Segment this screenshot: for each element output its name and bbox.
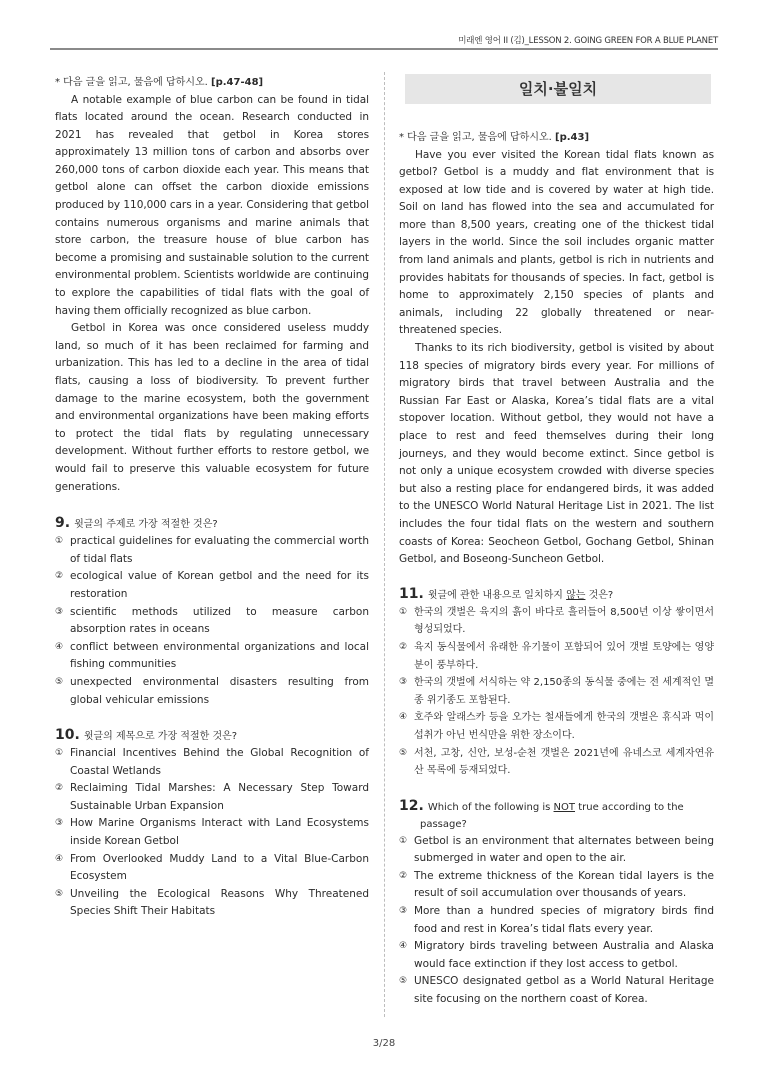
answer-option[interactable] — [55, 851, 369, 886]
option-marker: ④ — [399, 712, 408, 723]
option-marker: ④ — [55, 641, 64, 652]
option-text: 한국의 갯벌에 서식하는 약 2,150종의 동식물 중에는 전 세계적인 멸종 위기종도 포함된다. — [414, 677, 714, 706]
option-marker: ③ — [399, 677, 408, 688]
question-number: 9. — [55, 515, 71, 532]
answer-option[interactable] — [55, 568, 369, 603]
passage-paragraph: Getbol in Korea was once considered useless muddy land, so much of it has been reclaimed for farming and urbanization. This has led to a decline in the area of tidal flats, causing a loss of biodiversity. To prevent further damage to the marine ecosystem, both the government and environmental organizations have been making efforts to protect the tidal flats by regulating unnecessary development. Without further efforts to restore getbol, we would fail to preserve this valuable ecosystem for future generations. — [55, 322, 369, 493]
page-header-title: 미래엔 영어 II (김)_LESSON 2. GOING GREEN FOR A BLUE PLANET — [458, 36, 718, 46]
option-text: More than a hundred species of migratory birds find food and rest in Korea’s tidal flats every year. — [414, 905, 714, 935]
option-marker: ① — [55, 748, 64, 759]
question-text-post: 것은? — [585, 589, 614, 601]
option-text: ecological value of Korean getbol and the need for its restoration — [70, 570, 369, 600]
right-column — [399, 74, 714, 1009]
page-reference: [p.47-48] — [211, 77, 264, 88]
option-text: unexpected environmental disasters resulting from global vehicular emissions — [70, 675, 369, 706]
answer-option[interactable] — [399, 745, 714, 780]
question-12-title — [399, 798, 714, 833]
option-marker: ⑤ — [55, 676, 64, 687]
question-number: 12. — [399, 797, 424, 814]
option-marker: ③ — [399, 906, 408, 917]
answer-option[interactable] — [55, 815, 369, 850]
option-text: UNESCO designated getbol as a World Natural Heritage site focusing on the northern coast of Korea. — [414, 975, 714, 1006]
option-marker: ⑤ — [399, 976, 408, 987]
answer-option[interactable] — [55, 745, 369, 780]
option-text: Reclaiming Tidal Marshes: A Necessary Step Toward Sustainable Urban Expansion — [70, 782, 369, 812]
question-11-title — [399, 586, 714, 604]
page-number: 3/28 — [372, 1038, 396, 1049]
question-text-post: true according to the passage? — [420, 801, 684, 830]
option-text: How Marine Organisms Interact with Land Ecosystems inside Korean Getbol — [70, 817, 369, 848]
option-text: practical guidelines for evaluating the commercial worth of tidal flats — [70, 535, 369, 565]
answer-option[interactable] — [399, 833, 714, 868]
option-marker: ⑤ — [399, 747, 408, 758]
option-marker: ① — [399, 835, 408, 846]
answer-option[interactable] — [399, 674, 714, 709]
instruction — [55, 74, 369, 92]
question-text-underlined: NOT — [553, 801, 576, 813]
option-marker: ① — [399, 606, 408, 617]
option-text: Getbol is an environment that alternates between being submerged in water and open to the air. — [414, 834, 714, 865]
instruction-text: * 다음 글을 읽고, 물음에 답하시오. — [55, 77, 208, 88]
question-10-title — [55, 727, 369, 745]
option-text: Migratory birds traveling between Australia and Alaska would face extinction if they lost access to getbol. — [414, 940, 714, 970]
option-marker: ④ — [55, 853, 64, 864]
answer-option[interactable] — [399, 973, 714, 1008]
passage-paragraph: Have you ever visited the Korean tidal flats known as getbol? Getbol is a muddy and flat environment that is exposed at low tide and is covered by water at high tide. Soil on land has flowed into the sea and accumulated for more than 8,500 years, creating one of the thickest tidal layers in the world. Since the soil includes organic matter from land animals and plants, getbol is rich in nutrients and provides habitats for thousands of species. In fact, getbol is home to approximately 2,150 species of plants and animals, including 22 globally threatened or near-threatened species. — [399, 148, 714, 337]
left-column — [55, 74, 369, 921]
question-9-title — [55, 515, 369, 533]
passage-paragraph: A notable example of blue carbon can be found in tidal flats located around the ocean. Research conducted in 2021 has revealed that getbol in Korea stores approximately 13 million tons of carbon and absorbs over 260,000 tons of carbon dioxide each year. This means that getbol alone can offset the carbon dioxide emissions produced by 110,000 cars in a year. Considering that getbol contains numerous organisms and marine animals that store carbon, the treasure house of blue carbon has become a promising and sustainable solution to the current environmental problem. Scientists worldwide are continuing to explore the capabilities of tidal flats with the goal of having them officially recognized as blue carbon. — [55, 93, 369, 317]
question-text-pre: 윗글에 관한 내용으로 일치하지 — [427, 589, 567, 601]
answer-option[interactable] — [399, 938, 714, 973]
answer-option[interactable] — [399, 903, 714, 938]
option-marker: ④ — [399, 941, 408, 952]
option-text: 육지 동식물에서 유래한 유기물이 포함되어 있어 갯벌 토양에는 영양분이 풍부하다. — [414, 641, 714, 671]
answer-option[interactable] — [55, 674, 369, 709]
answer-option[interactable] — [55, 639, 369, 674]
answer-option[interactable] — [55, 780, 369, 815]
question-text: 윗글의 주제로 가장 적절한 것은? — [74, 519, 218, 531]
answer-option[interactable] — [399, 868, 714, 903]
instruction-text: * 다음 글을 읽고, 물음에 답하시오. — [399, 132, 552, 143]
question-text-underlined: 않는 — [566, 589, 586, 601]
option-marker: ① — [55, 536, 64, 547]
question-text: 윗글의 제목으로 가장 적절한 것은? — [83, 731, 238, 743]
answer-option[interactable] — [399, 604, 714, 639]
option-text: 한국의 갯벌은 육지의 흙이 바다로 흘러들어 8,500년 이상 쌓이면서 형성되었다. — [414, 606, 714, 636]
passage-paragraph: Thanks to its rich biodiversity, getbol is visited by about 118 species of migratory birds every year. For millions of migratory birds that travel between Australia and the Russian Far East or Alaska, Korea’s tidal flats are a vital stopover location. Without getbol, they would not have a place to rest and feed themselves during their long journeys, and they would become extinct. Since getbol is not only a unique ecosystem crowded with diverse species but also a resting place for endangered birds, it was added to the UNESCO World Natural Heritage List in 2021. The list includes the four tidal flats on the western and southern coasts of Korea: Seocheon Getbol, Gochang Getbol, Shinan Getbol, and Boseong-Suncheon Getbol. — [399, 342, 714, 566]
option-marker: ③ — [55, 818, 64, 829]
option-marker: ⑤ — [55, 888, 64, 899]
option-marker: ② — [399, 870, 408, 881]
question-12-options — [399, 833, 714, 1009]
option-marker: ③ — [55, 606, 64, 617]
option-text: scientific methods utilized to measure carbon absorption rates in oceans — [70, 605, 369, 636]
answer-option[interactable] — [399, 709, 714, 744]
section-banner: 일치·불일치 — [405, 74, 711, 104]
header-rule — [50, 48, 718, 50]
question-number: 11. — [399, 585, 424, 602]
instruction — [399, 129, 714, 147]
question-text-pre: Which of the following is — [427, 801, 554, 813]
question-number: 10. — [55, 727, 80, 744]
question-10-options — [55, 745, 369, 921]
option-text: 호주와 알래스카 등을 오가는 철새들에게 한국의 갯벌은 휴식과 먹이 섭취가 아닌 번식만을 위한 장소이다. — [414, 712, 714, 741]
option-text: Unveiling the Ecological Reasons Why Threatened Species Shift Their Habitats — [70, 887, 369, 918]
option-text: Financial Incentives Behind the Global Recognition of Coastal Wetlands — [70, 747, 369, 777]
answer-option[interactable] — [55, 604, 369, 639]
option-text: From Overlooked Muddy Land to a Vital Blue-Carbon Ecosystem — [70, 852, 369, 883]
option-marker: ② — [399, 641, 408, 652]
option-text: conflict between environmental organizations and local fishing communities — [70, 640, 369, 671]
option-marker: ② — [55, 571, 64, 582]
option-text: The extreme thickness of the Korean tidal layers is the result of soil accumulation over thousands of years. — [414, 869, 714, 900]
option-text: 서천, 고창, 신안, 보성-순천 갯벌은 2021년에 유네스코 세계자연유산 목록에 등재되었다. — [414, 747, 714, 777]
page-reference: [p.43] — [555, 132, 590, 143]
answer-option[interactable] — [399, 639, 714, 674]
question-11-options — [399, 604, 714, 780]
option-marker: ② — [55, 783, 64, 794]
answer-option[interactable] — [55, 886, 369, 921]
question-9-options — [55, 533, 369, 709]
answer-option[interactable] — [55, 533, 369, 568]
column-divider — [384, 72, 385, 1017]
